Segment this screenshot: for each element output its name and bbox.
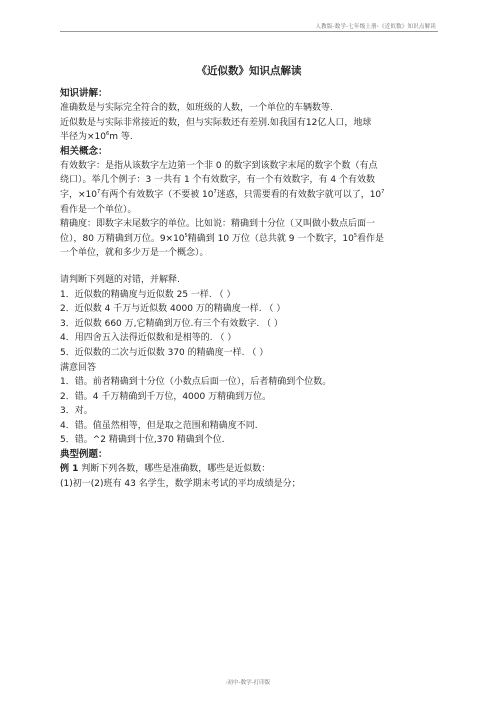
- text-run: m 等.: [109, 132, 133, 143]
- answer-2: 2．错。4 千万精确到千万位，4000 万精确到万位。: [60, 391, 272, 402]
- spacer: [60, 261, 438, 273]
- document-body: [60, 64, 438, 491]
- knowledge-paragraph-1: 准确数是与实际完全符合的数，如班级的人数，一个单位的车辆数等.: [60, 103, 333, 113]
- page-header: 人教版-数学-七年级上册-《近似数》知识点解读: [315, 24, 436, 30]
- superscript: 5: [184, 232, 188, 239]
- concept-line-7: 一个单位，就和多少万是一个概念）。: [60, 248, 209, 259]
- superscript: 6: [106, 131, 110, 138]
- concept-line-5: 精确度：即数字末尾数字的单位。比如说：精确到十分位（又叫做小数点后面一: [60, 219, 376, 230]
- answer-1: 1．错。前者精确到十分位（小数点后面一位），后者精确到个位数。: [60, 377, 332, 388]
- text-run: 位），80 万精确到万位。9×10: [60, 233, 185, 244]
- judge-item-5: 5．近似数的二次与近似数 370 的精确度一样. （ ）: [60, 347, 269, 358]
- concept-line-1: 有效数字：是指从该数字左边第一个非 0 的数字到该数字末尾的数字个数（有点: [60, 160, 378, 171]
- concept-line-2: 绕口）。举几个例子：3 一共有 1 个有效数字，有一个有效数字，有 4 个有效数: [60, 175, 375, 186]
- example-text: 判断下列各数，哪些是准确数，哪些是近似数：: [78, 464, 271, 475]
- knowledge-paragraph-2-line-2: [60, 130, 438, 145]
- judge-item-3: 3．近似数 660 万,它精确到万位.有三个有效数字. （ ）: [60, 318, 283, 329]
- text-run: 迷惑，只需要看的有效数字就可以了，10: [216, 189, 382, 200]
- text-run: 有两个有效数字（不要被 10: [100, 189, 214, 200]
- text-run: 精确到 10 万位（总共就 9 一个数字，10: [187, 233, 354, 244]
- example-label: 例 1: [60, 464, 79, 475]
- concept-heading: 相关概念：: [60, 145, 108, 157]
- concept-line-3: [60, 188, 438, 203]
- text-run: 看作是: [357, 233, 385, 244]
- judge-prompt: 请判断下列题的对错，并解释.: [60, 274, 180, 285]
- judge-item-2: 2．近似数 4 千万与近似数 4000 万的精确度一样. （ ）: [60, 304, 286, 315]
- answer-heading: 满意回答: [60, 362, 97, 373]
- judge-item-1: 1．近似数的精确度与近似数 25 一样. （ ）: [60, 289, 236, 300]
- superscript: 5: [353, 232, 357, 239]
- knowledge-heading: 知识讲解：: [60, 88, 108, 99]
- text-run: 字，×10: [60, 189, 97, 200]
- concept-line-4: 看作是一个单位）。: [60, 204, 137, 215]
- superscript: 7: [213, 188, 217, 195]
- example-1: [60, 462, 438, 477]
- document-title: 《近似数》知识点解读: [196, 65, 302, 77]
- example-1-item-1: (1)初一(2)班有 43 名学生，数学期末考试的平均成绩是分；: [60, 478, 301, 489]
- answer-5: 5．错。^2 精确到十位,370 精确到个位.: [60, 435, 225, 446]
- answer-4: 4．错。值虽然相等，但是取之范围和精确度不同.: [60, 420, 258, 431]
- example-heading: 典型例题：: [60, 449, 108, 461]
- concept-line-6: [60, 232, 438, 247]
- judge-item-4: 4．用四舍五入法得近似数和是相等的. （ ）: [60, 333, 237, 344]
- header-rule: [60, 31, 438, 32]
- superscript: 7: [381, 188, 385, 195]
- knowledge-paragraph-2-line-1: 近似数是与实际非常接近的数，但与实际数还有差别.如我国有12亿人口，地球: [60, 117, 372, 128]
- text-run: 半径为×10: [60, 132, 106, 143]
- superscript: 7: [97, 188, 101, 195]
- page-footer: :初中-数学-打印版: [225, 680, 271, 686]
- answer-3: 3．对。: [60, 406, 93, 417]
